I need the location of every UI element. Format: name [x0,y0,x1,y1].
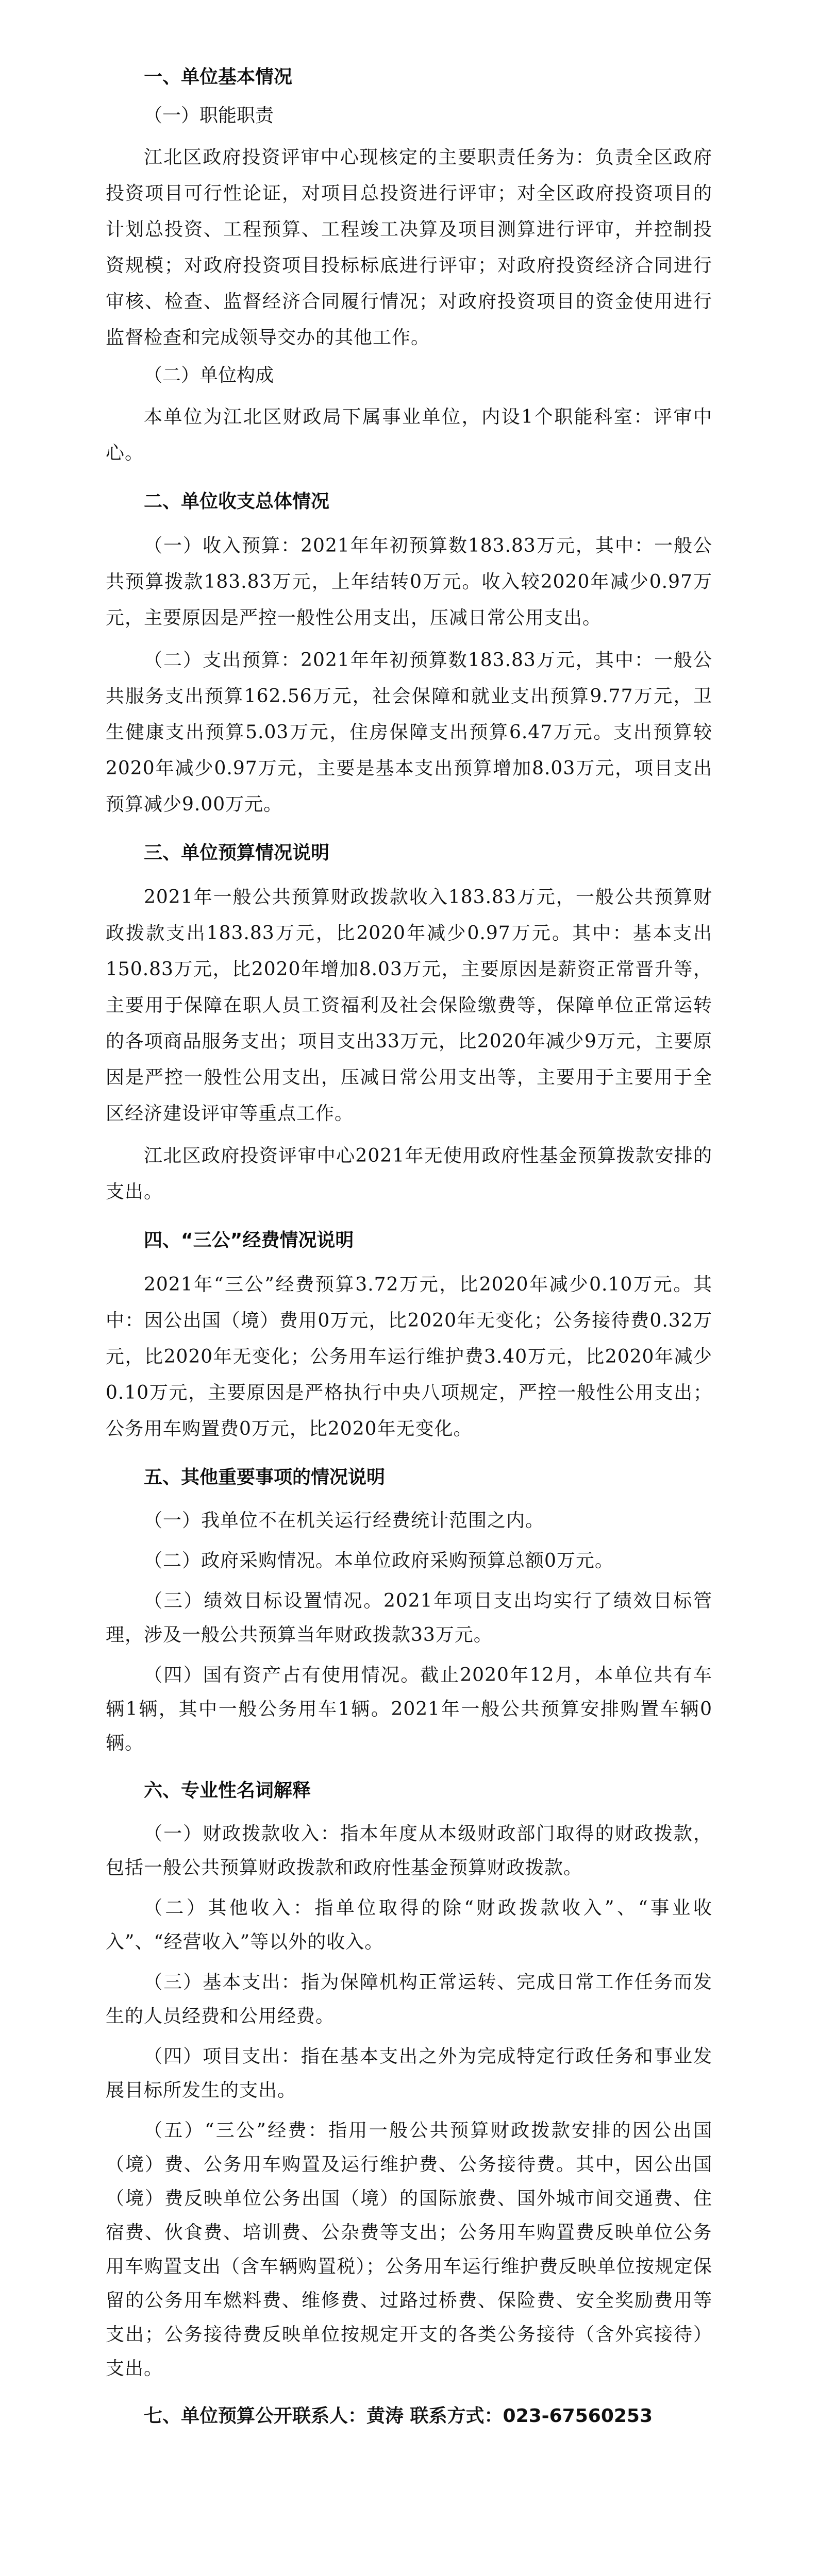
section-1-duties-paragraph: 江北区政府投资评审中心现核定的主要职责任务为：负责全区政府投资项目可行性论证，对项目总投资进行评审；对全区政府投资项目的计划总投资、工程预算、工程竣工决算及项目测算进行评审，并控制投资规模；对政府投资项目投标标底进行评审；对政府投资经济合同进行审核、检查、监督经济合同履行情况；对政府投资项目的资金使用进行监督检查和完成领导交办的其他工作。 [106,147,712,348]
section-3-title: 三、单位预算情况说明 [144,842,330,863]
section-6-term-3: （三）基本支出：指为保障机构正常运转、完成日常工作任务而发生的人员经费和公用经费。 [106,1972,712,2027]
section-5-title: 五、其他重要事项的情况说明 [144,1467,386,1488]
section-5-item-1: （一）我单位不在机关运行经费统计范围之内。 [144,1510,545,1531]
section-4-title: 四、“三公”经费情况说明 [144,1230,354,1251]
section-2-title: 二、单位收支总体情况 [144,491,330,512]
section-6-term-2: （二）其他收入：指单位取得的除“财政拨款收入”、“事业收入”、“经营收入”等以外的收入。 [106,1897,712,1953]
section-1-subtitle-composition: （二）单位构成 [144,365,274,386]
section-6-title: 六、专业性名词解释 [144,1780,311,1801]
section-6-term-5: （五）“三公”经费：指用一般公共预算财政拨款安排的因公出国（境）费、公务用车购置及运行维护费、公务接待费。其中，因公出国（境）费反映单位公务出国（境）的国际旅费、国外城市间交通费、住宿费、伙食费、培训费、公杂费等支出；公务用车购置费反映单位公务用车购置支出（含车辆购置税）；公务用车运行维护费反映单位按规定保留的公务用车燃料费、维修费、过路过桥费、保险费、安全奖励费用等支出；公务接待费反映单位按规定开支的各类公务接待（含外宾接待）支出。 [106,2120,712,2379]
section-3-fund-paragraph: 江北区政府投资评审中心2021年无使用政府性基金预算拨款安排的支出。 [106,1145,712,1202]
section-1-subtitle-duties: （一）职能职责 [144,105,274,126]
section-6-term-4: （四）项目支出：指在基本支出之外为完成特定行政任务和事业发展目标所发生的支出。 [106,2046,712,2101]
section-4-three-public-paragraph: 2021年“三公”经费预算3.72万元，比2020年减少0.10万元。其中：因公出国（境）费用0万元，比2020年无变化；公务接待费0.32万元，比2020年无变化；公务用车运行维护费3.40万元，比2020年减少0.10万元，主要原因是严格执行中央八项规定，严控一般性公用支出；公务用车购置费0万元，比2020年无变化。 [106,1274,712,1439]
section-1-composition-paragraph: 本单位为江北区财政局下属事业单位，内设1个职能科室：评审中心。 [106,406,712,464]
section-3-budget-paragraph: 2021年一般公共预算财政拨款收入183.83万元，一般公共预算财政拨款支出183.83万元，比2020年减少0.97万元。其中：基本支出150.83万元，比2020年增加8.03万元，主要原因是薪资正常晋升等，主要用于保障在职人员工资福利及社会保险缴费等，保障单位正常运转的各项商品服务支出；项目支出33万元，比2020年减少9万元，主要原因是严控一般性公用支出，压减日常公用支出等，主要用于主要用于全区经济建设评审等重点工作。 [106,887,712,1124]
contact-line: 七、单位预算公开联系人：黄涛 联系方式：023-67560253 [144,2405,653,2427]
section-6-term-1: （一）财政拨款收入：指本年度从本级财政部门取得的财政拨款，包括一般公共预算财政拨款和政府性基金预算财政拨款。 [106,1823,712,1878]
section-5-item-4: （四）国有资产占有使用情况。截止2020年12月，本单位共有车辆1辆，其中一般公务用车1辆。2021年一般公共预算安排购置车辆0辆。 [106,1665,712,1754]
section-2-income-paragraph: （一）收入预算：2021年年初预算数183.83万元，其中：一般公共预算拨款183.83万元，上年结转0万元。收入较2020年减少0.97万元，主要原因是严控一般性公用支出，压减日常公用支出。 [106,535,712,629]
section-5-item-2: （二）政府采购情况。本单位政府采购预算总额0万元。 [144,1550,614,1571]
section-5-item-3: （三）绩效目标设置情况。2021年项目支出均实行了绩效目标管理，涉及一般公共预算当年财政拨款33万元。 [106,1590,712,1646]
section-1-title: 一、单位基本情况 [144,66,293,88]
section-2-expenditure-paragraph: （二）支出预算：2021年年初预算数183.83万元，其中：一般公共服务支出预算162.56万元，社会保障和就业支出预算9.77万元，卫生健康支出预算5.03万元，住房保障支出预算6.47万元。支出预算较2020年减少0.97万元，主要是基本支出预算增加8.03万元，项目支出预算减少9.00万元。 [106,650,712,815]
